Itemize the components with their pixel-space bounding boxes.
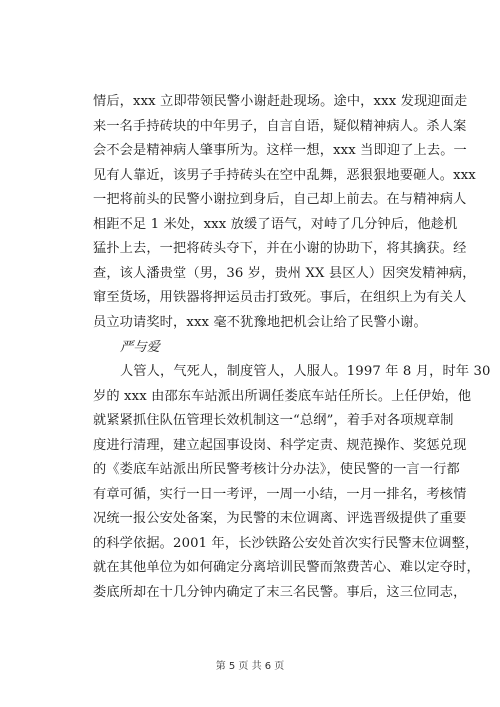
body-line-9: 窜至货场，用铁器将押运员击打致死。事后，在组织上为有关人 xyxy=(93,290,467,305)
body2-line-8: 的科学依据。2001 年，长沙铁路公安处首次实行民警末位调整， xyxy=(93,536,479,551)
body-line-3: 会不会是精神病人肇事所为。这样一想，xxx 当即迎了上去。一 xyxy=(93,143,467,158)
body2-line-1: 人管人，气死人，制度管人，人服人。1997 年 8 月，时年 30 xyxy=(120,364,491,379)
body2-line-4: 度进行清理，建立起国事设岗、科学定责、规范操作、奖惩兑现 xyxy=(93,438,467,453)
body2-line-5: 的《娄底车站派出所民警考核计分办法》，使民警的一言一行都 xyxy=(93,462,460,477)
body2-line-10: 娄底所却在十几分钟内确定了末三名民警。事后，这三位同志， xyxy=(93,585,467,600)
body-line-6: 相距不足 1 米处，xxx 放缓了语气，对峙了几分钟后，他趁机 xyxy=(93,217,458,232)
body-line-4: 见有人靠近，该男子手持砖头在空中乱舞，恶狠狠地要砸人。xxx xyxy=(93,168,476,183)
body-line-2: 来一名手持砖块的中年男子，自言自语，疑似精神病人。杀人案 xyxy=(93,119,467,134)
body-line-5: 一把将前头的民警小谢拉到身后，自己却上前去。在与精神病人 xyxy=(93,192,467,207)
body2-line-6: 有章可循，实行一日一考评，一周一小结，一月一排名，考核情 xyxy=(93,487,467,502)
body2-line-9: 就在其他单位为如何确定分离培训民警而煞费苦心、难以定夺时， xyxy=(93,560,480,575)
body-line-10: 员立功请奖时，xxx 毫不犹豫地把机会让给了民警小谢。 xyxy=(93,315,427,330)
page-number-footer: 第 5 页 共 6 页 xyxy=(215,661,285,672)
body-line-1: 情后，xxx 立即带领民警小谢赶赴现场。途中，xxx 发现迎面走 xyxy=(93,94,468,109)
section-heading: 严与爱 xyxy=(120,340,161,355)
body-line-7: 猛扑上去，一把将砖头夺下，并在小谢的协助下，将其擒获。经 xyxy=(93,241,467,256)
body2-line-2: 岁的 xxx 由邵东车站派出所调任娄底车站任所长。上任伊始，他 xyxy=(93,389,472,404)
body2-line-7: 况统一报公安处备案，为民警的末位调离、评选晋级提供了重要 xyxy=(93,511,467,526)
body-line-8: 查，该人潘贵堂（男，36 岁，贵州 XX 县区人）因突发精神病， xyxy=(93,266,476,281)
body2-line-3: 就紧紧抓住队伍管理长效机制这一“总纲”，着手对各项规章制 xyxy=(93,413,454,428)
